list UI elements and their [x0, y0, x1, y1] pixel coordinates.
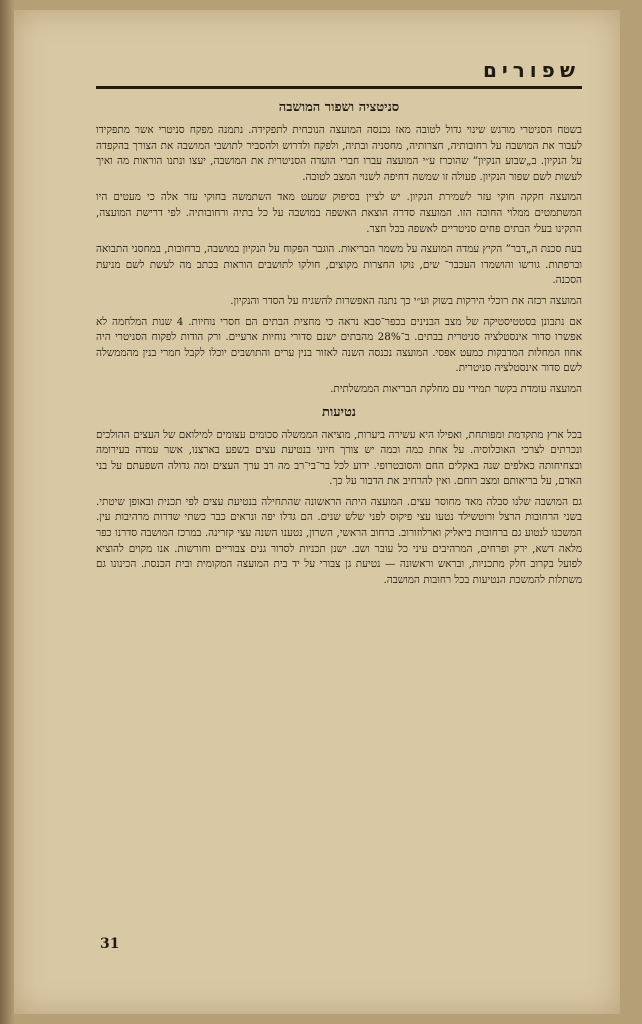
paragraph: המועצה עומדת בקשר תמידי עם מחלקת הבריאות הממשלתית.: [330, 382, 582, 395]
paragraph: גם המושבה שלנו סבלה מאד מחוסר עצים. המועצה היתה הראשונה שהתחילה בנטיעת עצים לפי תכנית ובאופן שיטתי. בשני הרחובות הרצל ורוטשילד נטעו עצי פיקוס לפני שלש שנים. הם גדלו יפה ונראים כבר כשתי שדרות מרהיבות עין. המשכנו לנטוע גם ברחובות ביאליק וארלוזורוב. ברחוב הראשי, השרון, נטענו השנה עצי קזרינה. במרכז המושבה סדרנו כפר מלאה דשא, ירק ופרחים, המרהיבים עיני כל עובר ושב. ישנן תכניות לסדור גנים צבוריים וחורשות. אנו מקוים להוציא לפועל בקרוב חלק מתכניות, ובראש וראשונה — נטיעת גן צבורי על יד בית המועצה המקומית ובית הכנסת. הכינונו גם משתלות להמשכת הנטיעות בכל רחובות המושבה.: [96, 495, 582, 586]
page-number: 31: [100, 936, 120, 952]
paragraph: אם נתבונן בסטטיסטיקה של מצב הבנינים בכפר־סבא נראה כי מחצית הבתים הם חסרי נוחיות. 4 שנות המלחמה לא אפשרו סדור אינסטלציה סניטרית בבתים. ב־28% מהבתים ישנם סדורי נוחיות ארעיים. ורק הודות לפקוח הסניטרי היה אחוז המחלות המדבקות כמעט אפסי. המועצה נכנסה השנה לאזור בנין ערים והתושבים יוכלו לקבל חמרי בנין מהממשלה לשם סדור אינסטלציה סניטרית.: [96, 315, 582, 375]
paragraph: בשטח הסניטרי מורגש שינוי גדול לטובה מאז נכנסה המועצה הנוכחית לתפקידה. נתמנה מפקח סניטרי אשר מתפקידו לעבור את המושבה על רחובותיה, חצרותיה, מחסניה ובתיה, ולפקח ולדרוש ולהסביר לתושבי המושבה את הצורך בהקפדה על הנקיון. ב„שבוע הנקיון” שהוכרז ע״י המועצה עברו חברי הועדה הסניטרית את המושבה, יעצו ונתנו הוראות מה ואיך לעשות לשם שפור הנקיון. פעולה זו שמשה דחיפה לשנוי המצב לטובה.: [96, 124, 582, 183]
section-title: שפורים: [482, 58, 580, 82]
paragraph: בכל ארץ מתקדמת ומפותחת, ואפילו היא עשירה ביערות, מוציאה הממשלה סכומים עצומים למילואם של העצים ההולכים ונכרתים לצרכי האוכלוסיה. על אחת כמה וכמה יש צורך חיוני בנטיעת עצים בשפע בארצנו, אשר עמדה בעירומה ובצחיחותה כאלפים שנה באקלים החם והסובטרופי. ידוע לכל בר־בי־רב מה רב ערך העצים ומה גדולה השפעתם על בני האדם, על בריאותם ומצב רוחם. ואין להרחיב את הדבור על כך.: [96, 428, 582, 488]
page-edge: [0, 0, 14, 1024]
page-content: [96, 58, 582, 593]
article-title-sanitation: סניטציה ושפור המושבה: [278, 100, 400, 115]
paragraph: המועצה חקקה חוקי עזר לשמירת הנקיון. יש לציין בסיפוק שמעט מאד השתמשה בחוקי עזר אלה כי מעטים היו המשתמטים ממלוי החובה הזו. המועצה סדרה הוצאת האשפה במושבה על כל בתיה ורחובותיה. לפי דרישת המועצה, התקינו בעלי הבתים פחים סניטריים לאשפה בכל חצר.: [96, 191, 582, 235]
header-rule: [96, 86, 582, 89]
paragraph: בעת סכנת ה„דבר” הקיץ עמדה המועצה על משמר הבריאות. הוגבר הפקוח על הנקיון במושבה, ברחובות, במחסני התבואה וברפתות. גורשו והושמדו העכבר־ שים, נוקו החצרות מקוצים, חולקו לתושבים הוראות בכתב מה לעשת לשם מניעת הסכנה.: [96, 243, 582, 287]
paragraph: המועצה רכזה את רוכלי הירקות בשוק וע״י כך נתנה האפשרות להשגיח על הסדר והנקיון.: [230, 294, 582, 307]
article-title-plantings: נטיעות: [321, 404, 357, 420]
